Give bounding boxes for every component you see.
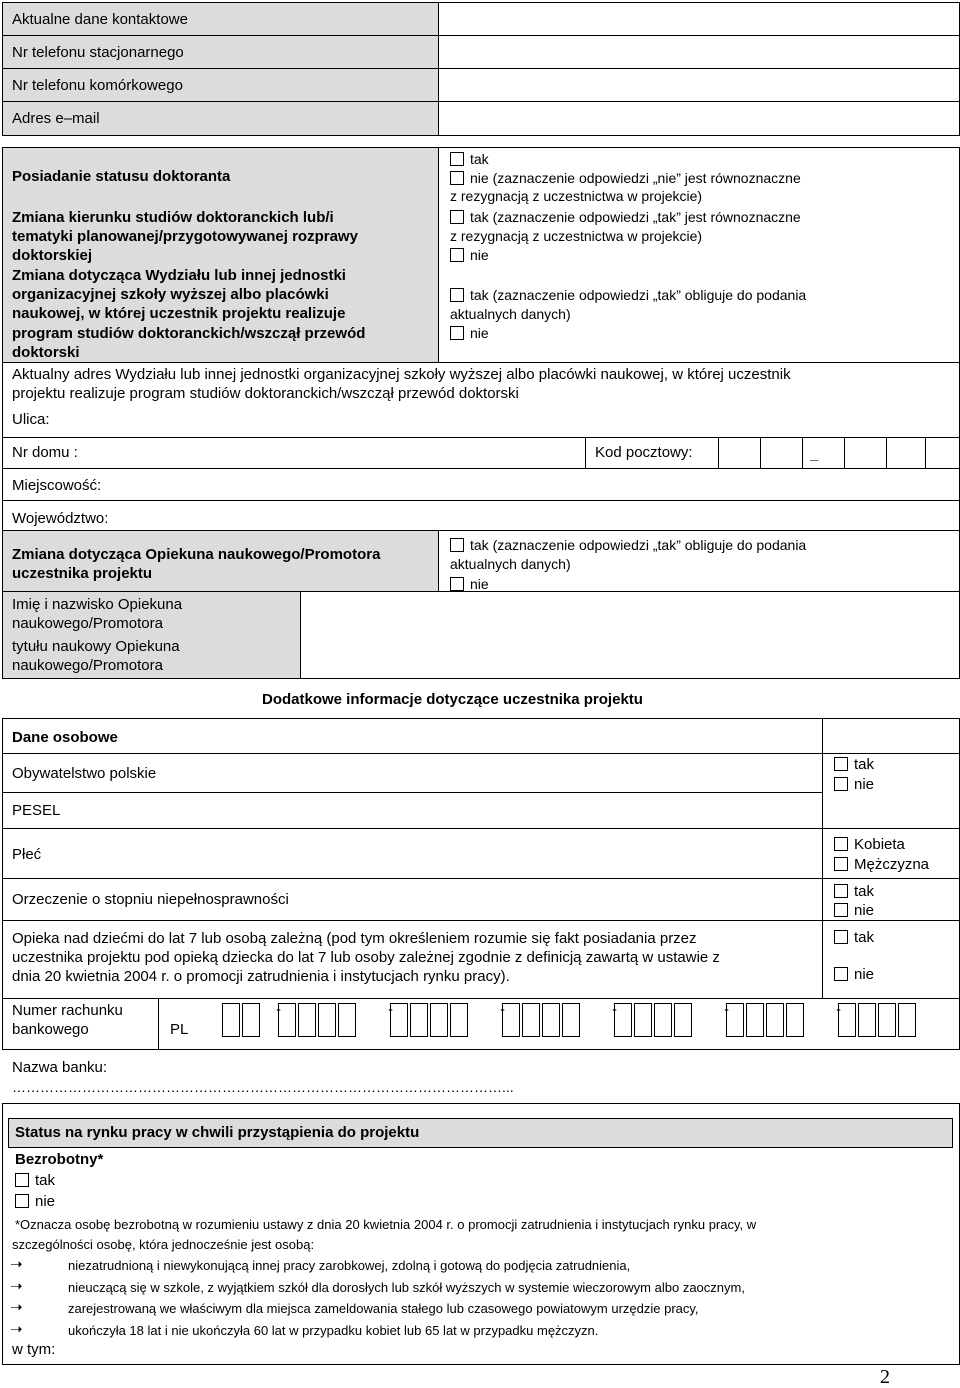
citizenship-label: Obywatelstwo polskie [12,765,157,782]
bullet-2: nieuczącą się w szkole, z wyjątkiem szkół dla dorosłych lub szkół wyższych w systemie wieczorowym albo zaocznym, [68,1280,745,1295]
change-dept-label-1: Zmiana dotycząca Wydziału lub innej jednostki [12,267,346,284]
checkbox-icon[interactable] [834,857,848,871]
account-digit-box[interactable] [654,1003,672,1037]
account-digit-box[interactable] [450,1003,468,1037]
checkbox-icon[interactable] [450,248,464,262]
checkbox-icon[interactable] [15,1194,29,1208]
change-dept-opt-tak[interactable]: tak (zaznaczenie odpowiedzi „tak” obliguje do podania [450,286,806,305]
checkbox-icon[interactable] [834,930,848,944]
phone-mobile-field[interactable] [439,69,959,100]
province-label: Województwo: [12,510,109,527]
arrow-right-icon: ➝ [10,1278,23,1295]
account-digit-box[interactable] [542,1003,560,1037]
arrow-right-icon: ➝ [10,1321,23,1338]
address-intro-2: projektu realizuje program studiów doktoranckich/wszczął przewód doktorski [12,385,519,402]
checkbox-icon[interactable] [834,757,848,771]
account-digit-box[interactable] [898,1003,916,1037]
care-label-3: dnia 20 kwietnia 2004 r. o promocji zatrudnienia i instytucjach rynku pracy). [12,968,510,985]
care-opt-tak[interactable]: tak [834,928,874,947]
postal-dash: _ [810,446,819,463]
gender-opt-female[interactable]: Kobieta [834,835,905,854]
checkbox-icon[interactable] [834,777,848,791]
account-digit-box[interactable] [430,1003,448,1037]
phone-landline-field[interactable] [439,36,959,67]
account-digit-box[interactable] [878,1003,896,1037]
contact-header: Aktualne dane kontaktowe [12,11,188,28]
account-digit-box[interactable] [242,1003,260,1037]
checkbox-icon[interactable] [834,967,848,981]
checkbox-icon[interactable] [834,884,848,898]
supervisor-opt-tak[interactable]: tak (zaznaczenie odpowiedzi „tak” obliguje do podania [450,536,806,555]
change-dept-label-3: naukowej, w której uczestnik projektu realizuje [12,305,346,322]
supervisor-label-1: Zmiana dotycząca Opiekuna naukowego/Promotora [12,546,381,563]
doctoral-opt-nie[interactable]: nie (zaznaczenie odpowiedzi „nie” jest równoznaczne [450,169,801,188]
supervisor-name-label-2: naukowego/Promotora [12,615,163,632]
supervisor-label-2: uczestnika projektu [12,565,153,582]
page-number: 2 [880,1366,890,1388]
change-dept-label-2: organizacyjnej szkoły wyższej albo placówki [12,286,329,303]
unemployed-opt-nie[interactable]: nie [15,1192,55,1211]
supervisor-name-label-1: Imię i nazwisko Opiekuna [12,596,183,613]
change-field-label-3: doktorskiej [12,247,93,264]
checkbox-icon[interactable] [834,903,848,917]
phone-mobile-label: Nr telefonu komórkowego [12,77,183,94]
change-field-opt-tak[interactable]: tak (zaznaczenie odpowiedzi „tak” jest równoznaczne [450,208,801,227]
supervisor-opt-tak-note: aktualnych danych) [450,556,571,572]
account-dash: - [836,1001,841,1018]
gender-label: Płeć [12,846,42,863]
checkbox-icon[interactable] [450,538,464,552]
arrow-right-icon: ➝ [10,1256,23,1273]
checkbox-icon[interactable] [450,577,464,591]
doctoral-opt-nie-note: z rezygnacją z uczestnictwa w projekcie) [450,188,703,204]
email-label: Adres e–mail [12,110,100,127]
gender-opt-male[interactable]: Mężczyzna [834,855,929,874]
doctoral-status-label: Posiadanie statusu doktoranta [12,168,231,185]
checkbox-icon[interactable] [15,1173,29,1187]
supervisor-title-label-2: naukowego/Promotora [12,657,163,674]
unemployed-opt-tak[interactable]: tak [15,1171,55,1190]
account-digit-box[interactable] [634,1003,652,1037]
checkbox-icon[interactable] [450,171,464,185]
account-digit-box[interactable] [318,1003,336,1037]
account-digit-box[interactable] [858,1003,876,1037]
checkbox-icon[interactable] [450,326,464,340]
checkbox-icon[interactable] [450,288,464,302]
account-digit-box[interactable] [338,1003,356,1037]
change-field-label-2: tematyki planowanej/przygotowywanej rozprawy [12,228,358,245]
supervisor-opt-nie[interactable]: nie [450,575,489,594]
city-label: Miejscowość: [12,477,102,494]
extra-heading: Dodatkowe informacje dotyczące uczestnika projektu [262,691,643,708]
account-label-2: bankowego [12,1021,89,1038]
account-dash: - [388,1001,393,1018]
bank-name-dots: ……………………………………………………………………………………………... [12,1079,514,1095]
personal-data-label: Dane osobowe [12,729,118,746]
account-digit-box[interactable] [522,1003,540,1037]
change-dept-opt-nie[interactable]: nie [450,324,489,343]
checkbox-icon[interactable] [834,837,848,851]
bullet-1: niezatrudnioną i niewykonującą innej pracy zarobkowej, zdolną i gotową do podjęcia zatrudnienia, [68,1258,631,1273]
house-no-label: Nr domu : [12,444,78,461]
pesel-label: PESEL [12,802,61,819]
account-dash: - [612,1001,617,1018]
account-label-1: Numer rachunku [12,1002,123,1019]
street-label: Ulica: [12,411,50,428]
phone-landline-label: Nr telefonu stacjonarnego [12,44,184,61]
arrow-right-icon: ➝ [10,1299,23,1316]
supervisor-title-label-1: tytułu naukowy Opiekuna [12,638,180,655]
change-field-opt-nie[interactable]: nie [450,246,489,265]
postal-code-label: Kod pocztowy: [595,444,693,461]
labor-heading: Status na rynku pracy w chwili przystąpienia do projektu [15,1124,420,1141]
unemployed-note-1: *Oznacza osobę bezrobotną w rozumieniu ustawy z dnia 20 kwietnia 2004 r. o promocji zatrudnienia i instytucjach rynku pracy, w [15,1217,757,1232]
change-field-label-1: Zmiana kierunku studiów doktoranckich lub/i [12,209,334,226]
account-digit-box[interactable] [410,1003,428,1037]
care-label-2: uczestnika projektu pod opieką dziecka do lat 7 lub osoby zależnej zgodnie z definicją zawartą w ustawie z [12,949,720,966]
disability-opt-nie[interactable]: nie [834,901,874,920]
change-field-opt-tak-note: z rezygnacją z uczestnictwa w projekcie) [450,228,703,244]
change-dept-opt-tak-note: aktualnych danych) [450,306,571,322]
citizenship-opt-tak[interactable]: tak [834,755,874,774]
account-prefix: PL [170,1021,189,1038]
checkbox-icon[interactable] [450,152,464,166]
care-opt-nie[interactable]: nie [834,965,874,984]
change-dept-label-4: program studiów doktoranckich/wszczął przewód [12,325,366,342]
checkbox-icon[interactable] [450,210,464,224]
account-dash: - [724,1001,729,1018]
bullet-4: ukończyła 18 lat i nie ukończyła 60 lat w przypadku kobiet lub 65 lat w przypadku mężczyzn. [68,1323,599,1338]
change-dept-label-5: doktorski [12,344,80,361]
account-digit-box[interactable] [298,1003,316,1037]
account-digit-box[interactable] [786,1003,804,1037]
disability-label: Orzeczenie o stopniu niepełnosprawności [12,891,289,908]
care-label-1: Opieka nad dziećmi do lat 7 lub osobą zależną (pod tym określeniem rozumie się fakt posiadania przez [12,930,697,947]
bank-name-label: Nazwa banku: [12,1059,108,1076]
bullet-3: zarejestrowaną we właściwym dla miejsca zameldowania stałego lub czasowego powiatowym urzędzie pracy, [68,1301,699,1316]
including-label: w tym: [12,1341,56,1358]
address-intro-1: Aktualny adres Wydziału lub innej jednostki organizacyjnej szkoły wyższej albo placówki naukowej, w której uczestnik [12,366,791,383]
account-dash: - [276,1001,281,1018]
unemployed-label: Bezrobotny* [15,1151,104,1168]
email-field[interactable] [439,102,959,135]
disability-opt-tak[interactable]: tak [834,882,874,901]
account-digit-box[interactable] [674,1003,692,1037]
account-dash: - [500,1001,505,1018]
unemployed-note-2: szczególności osobę, która jednocześnie jest osobą: [12,1237,315,1252]
doctoral-opt-tak[interactable]: tak [450,150,489,169]
account-digit-box[interactable] [222,1003,240,1037]
supervisor-name-field[interactable] [301,592,959,678]
account-digit-box[interactable] [562,1003,580,1037]
citizenship-opt-nie[interactable]: nie [834,775,874,794]
account-digit-box[interactable] [766,1003,784,1037]
account-digit-box[interactable] [746,1003,764,1037]
